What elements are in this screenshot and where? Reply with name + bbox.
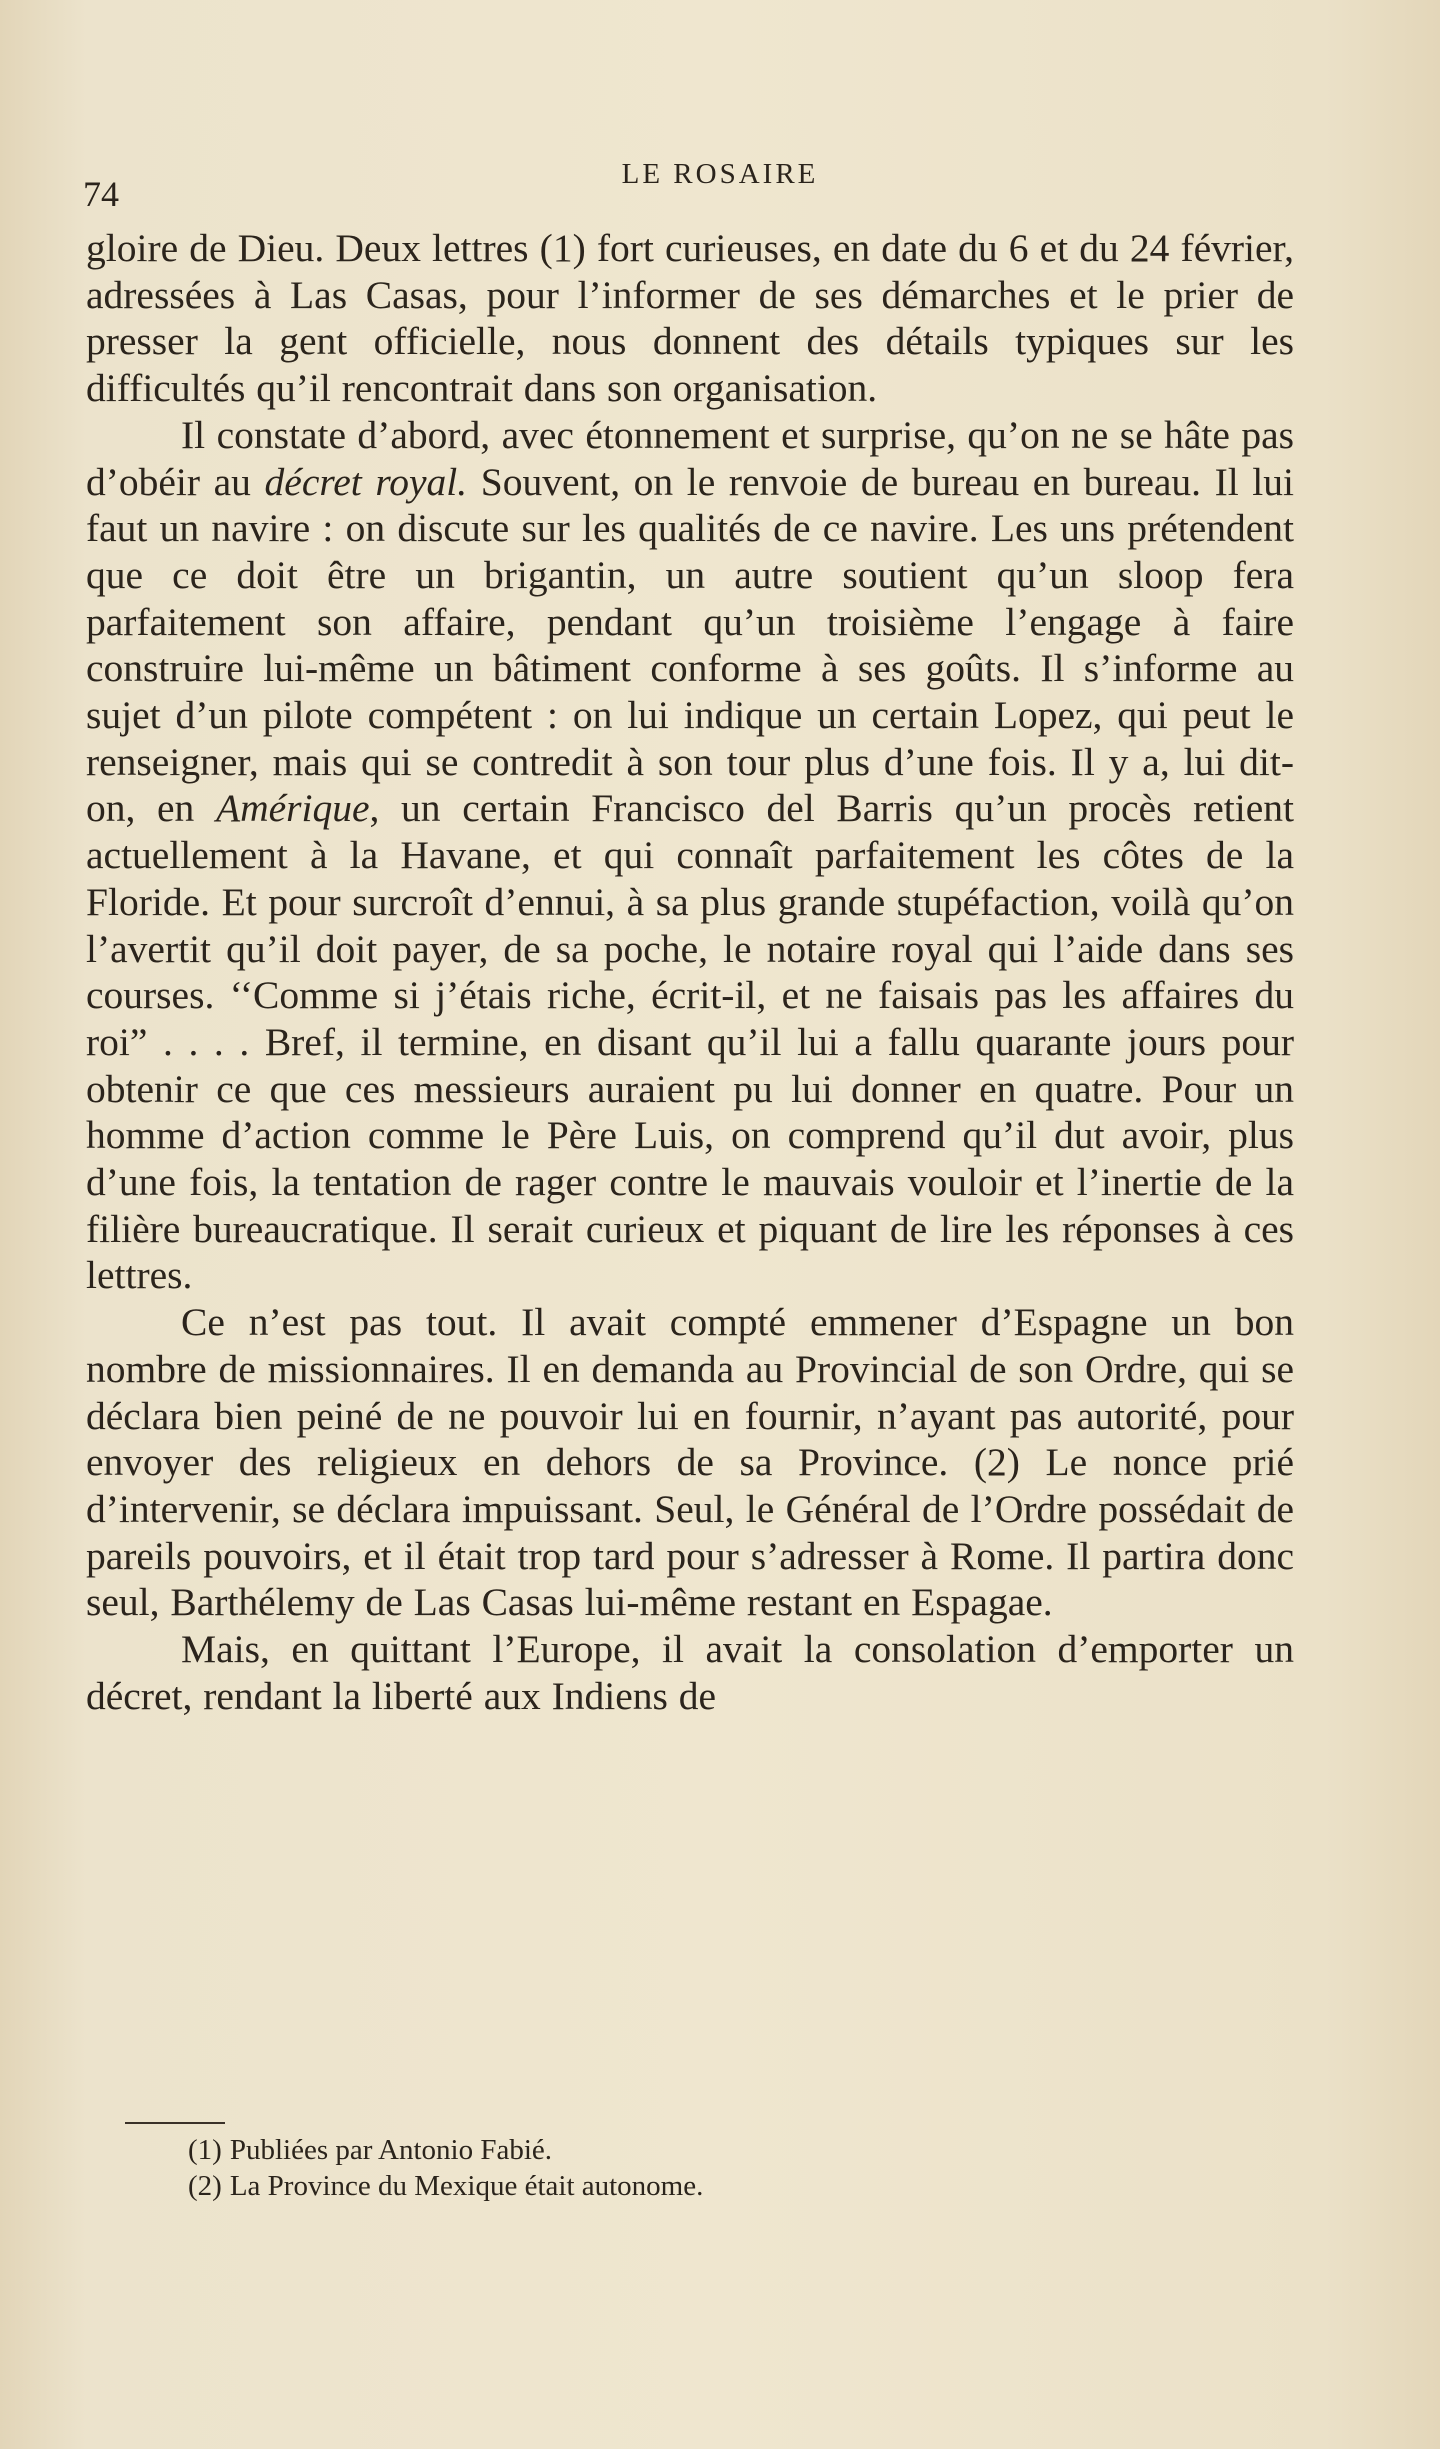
footnote-text: Publiées par Antonio Fabié. (229, 2134, 553, 2166)
page-number: 74 (83, 174, 119, 214)
footnote-text: La Province du Mexique était autonome. (229, 2170, 704, 2202)
paragraph-text: , un certain Francisco del Barris qu’un procès retient actuellement à la Havane, et qui connaît parfaitement les côtes de la Floride. Et pour surcroît d’ennui, à sa plus grande stupéfaction, voilà qu’on l’avertit qu’il doit payer, de sa poche, le notaire royal qui l’aide dans ses courses. ‘‘Comme si j’étais riche, écrit-il, et ne faisais pas les affaires du roi” . . . . Bref, il termine, en disant qu’il lui a fallu quarante jours pour obtenir ce que ces messieurs auraient pu lui donner en quatre. Pour un homme d’action comme le Père Luis, on comprend qu’il dut avoir, plus d’une fois, la tentation de rager contre le mauvais vouloir et l’inertie de la filière bureaucratique. Il serait curieux et piquant de lire les réponses à ces lettres. (86, 786, 1294, 1298)
paragraph (86, 1299, 1294, 1626)
paragraph-text: gloire de Dieu. Deux lettres (1) fort curieuses, en date du 6 et du 24 février, adressées à Las Casas, pour l’informer de ses démarches et le prier de presser la gent officielle, nous donnent des détails typiques sur les difficultés qu’il rencontrait dans son organisation. (86, 226, 1294, 411)
footnote-mark: (1) (188, 2134, 222, 2166)
paragraph (86, 225, 1294, 412)
paragraph-text: Il constate d’abord, avec étonnement et surprise, qu’on ne se hâte pas d’obéir au (86, 412, 1294, 504)
footnotes (188, 2132, 1088, 2204)
paragraph (86, 1626, 1294, 1719)
running-head: LE ROSAIRE (621, 158, 819, 190)
footnote-mark: (2) (188, 2170, 222, 2202)
paragraph-text: Mais, en quittant l’Europe, il avait la consolation d’emporter un décret, rendant la liberté aux Indiens de (86, 1627, 1294, 1718)
italic-text: Amérique (215, 786, 370, 831)
footnote-divider (125, 2122, 225, 2124)
italic-text: décret royal. (264, 459, 468, 504)
body-text (86, 225, 1294, 1720)
paragraph (86, 412, 1294, 1299)
paragraph-text: Ce n’est pas tout. Il avait compté emmener d’Espagne un bon nombre de missionnaires. Il en demanda au Provincial de son Ordre, qui se déclara bien peiné de ne pouvoir lui en fournir, n’ayant pas autorité, pour envoyer des religieux en dehors de sa Province. (2) Le nonce prié d’intervenir, se déclara impuissant. Seul, le Général de l’Ordre possédait de pareils pouvoirs, et il était trop tard pour s’adresser à Rome. Il partira donc seul, Barthélemy de Las Casas lui-même restant en Espagae. (86, 1300, 1294, 1625)
footnote (188, 2168, 1088, 2204)
paragraph-text: Souvent, on le renvoie de bureau en bureau. Il lui faut un navire : on discute sur les qualités de ce navire. Les uns prétendent que ce doit être un brigantin, un autre soutient qu’un sloop fera parfaitement son affaire, pendant qu’un troisième l’engage à faire construire lui-même un bâtiment conforme à ses goûts. Il s’informe au sujet d’un pilote compétent : on lui indique un certain Lopez, qui peut le renseigner, mais qui se contredit à son tour plus d’une fois. Il y a, lui dit-on, en (86, 459, 1295, 831)
footnote (188, 2132, 1088, 2168)
